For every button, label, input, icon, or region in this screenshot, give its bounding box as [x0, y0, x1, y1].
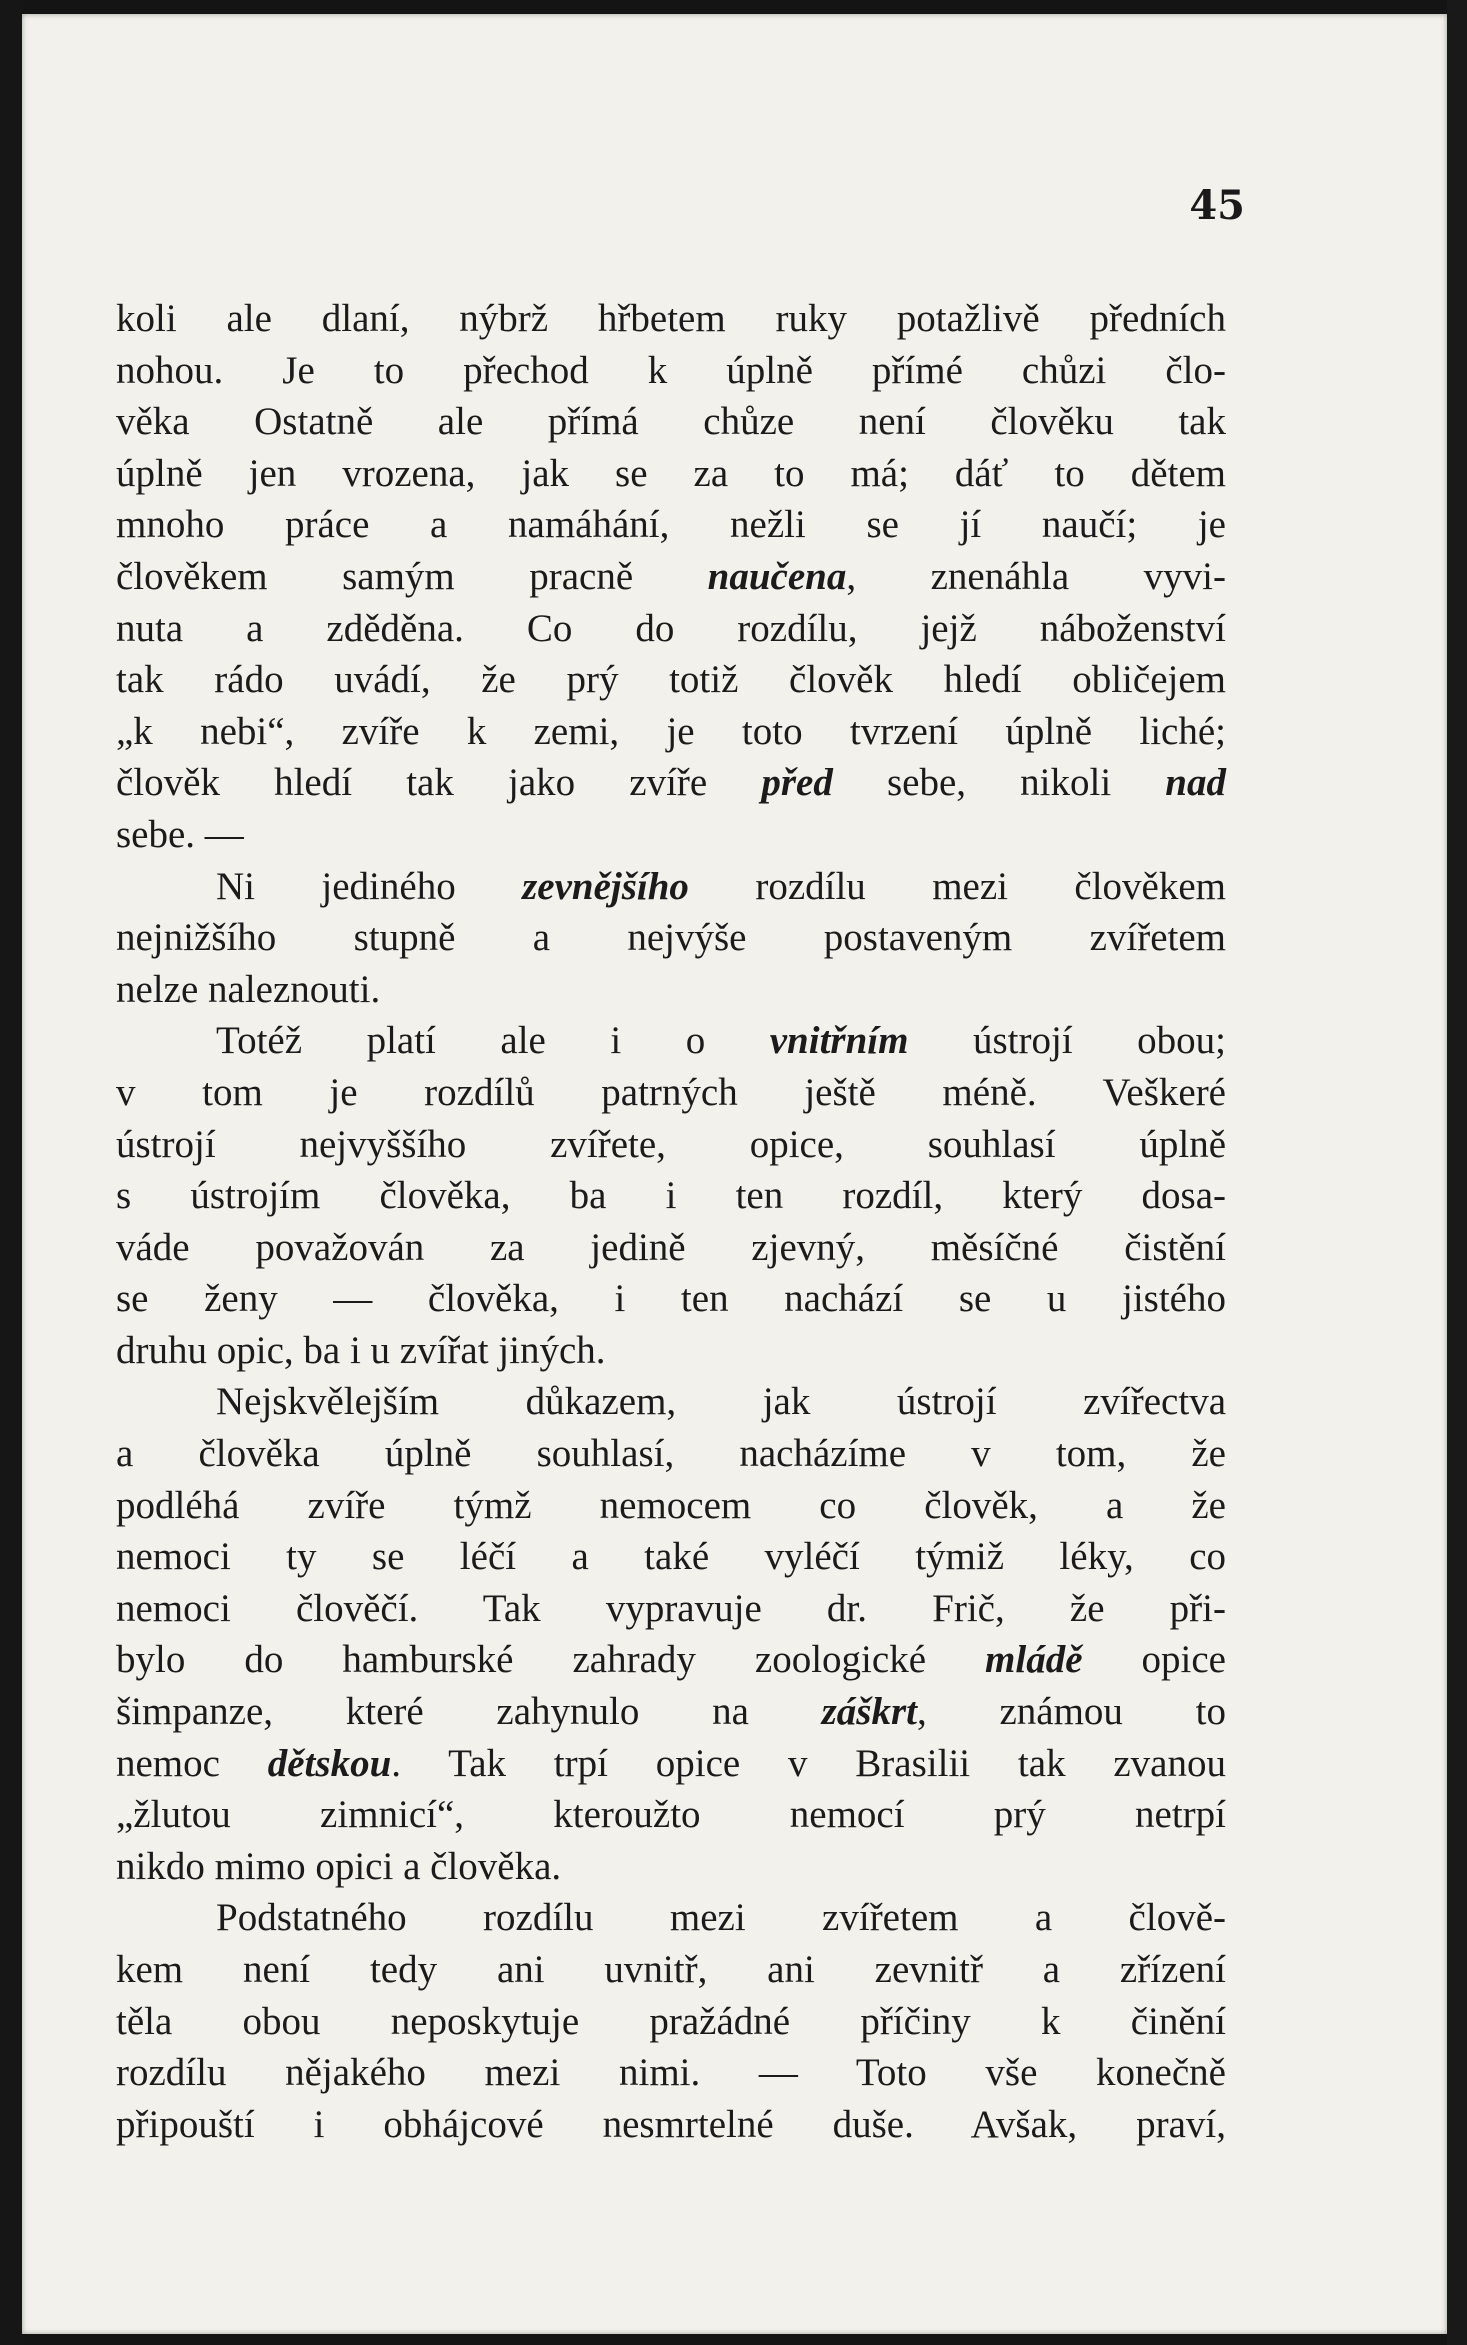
scan-left-border [0, 0, 22, 2345]
text-line: nelze naleznouti. [116, 967, 381, 1011]
emphasized-text: naučena [707, 554, 847, 598]
text-line [116, 551, 1226, 603]
emphasized-text: před [761, 761, 833, 805]
text-segment: opice [1082, 1638, 1226, 1682]
text-line [116, 1686, 1226, 1738]
text-line: tak rádo uvádí, že prý totiž člověk hledí obličejem [116, 658, 1226, 702]
text-line: „k nebi“, zvíře k zemi, je toto tvrzení úplně liché; [116, 709, 1226, 753]
text-segment: Totéž platí ale i o [216, 1019, 770, 1063]
text-segment: sebe, nikoli [832, 761, 1166, 805]
page-number: 45 [1189, 182, 1245, 229]
text-line [116, 1738, 1226, 1790]
emphasized-text: dětskou [267, 1741, 392, 1785]
text-line [116, 757, 1226, 809]
text-line: úplně jen vrozena, jak se za to má; dáť to dětem [116, 451, 1226, 495]
text-line: připouští i obhájcové nesmrtelné duše. Avšak, praví, [116, 2102, 1226, 2146]
text-line: nemoci ty se léčí a také vyléčí týmiž léky, co [116, 1535, 1226, 1579]
text-line [116, 1634, 1226, 1686]
text-line: nuta a zděděna. Co do rozdílu, jejž náboženství [116, 606, 1226, 650]
text-line: nikdo mimo opici a člověka. [116, 1844, 562, 1888]
text-line: „žlutou zimnicí“, kteroužto nemocí prý netrpí [116, 1793, 1226, 1837]
text-line: sebe. — [116, 812, 244, 856]
text-segment: člověkem samým pracně [116, 554, 708, 598]
text-segment: nemoc [116, 1741, 268, 1785]
emphasized-text: vnitřním [769, 1019, 909, 1063]
text-line: Podstatného rozdílu mezi zvířetem a člově- [216, 1896, 1226, 1940]
text-line: nohou. Je to přechod k úplně přímé chůzi člo- [116, 348, 1226, 392]
text-line: se ženy — člověka, i ten nachází se u jistého [116, 1277, 1226, 1321]
text-line: těla obou neposkytuje pražádné příčiny k činění [116, 1999, 1226, 2043]
emphasized-text: záškrt [821, 1690, 917, 1734]
emphasized-text: nad [1165, 761, 1226, 805]
text-segment: ústrojí obou; [908, 1019, 1226, 1063]
text-line: druhu opic, ba i u zvířat jiných. [116, 1328, 606, 1372]
text-line: Nejskvělejším důkazem, jak ústrojí zvířectva [216, 1380, 1226, 1424]
text-line: koli ale dlaní, nýbrž hřbetem ruky potažlivě předních [116, 297, 1226, 340]
text-line: váde považován za jedině zjevný, měsíčné čistění [116, 1225, 1226, 1269]
text-segment: , znenáhla vyvi- [846, 554, 1226, 598]
text-segment: člověk hledí tak jako zvíře [116, 761, 762, 805]
text-line: ústrojí nejvyššího zvířete, opice, souhlasí úplně [116, 1122, 1226, 1166]
emphasized-text: zevnějšího [522, 864, 689, 908]
text-line: v tom je rozdílů patrných ještě méně. Veškeré [116, 1070, 1226, 1114]
text-line: kem není tedy ani uvnitř, ani zevnitř a zřízení [116, 1948, 1226, 1991]
emphasized-text: mládě [985, 1638, 1083, 1682]
text-segment: Ni jediného [216, 864, 523, 908]
text-segment: šimpanze, které zahynulo na [116, 1690, 822, 1734]
text-line: nemoci člověčí. Tak vypravuje dr. Frič, že při- [116, 1586, 1226, 1630]
text-segment: rozdílu mezi člověkem [688, 864, 1226, 908]
text-segment: . Tak trpí opice v Brasilii tak zvanou [391, 1741, 1226, 1785]
body-text [116, 293, 1226, 2150]
text-segment: , známou to [917, 1690, 1226, 1734]
text-line: mnoho práce a namáhání, nežli se jí naučí; je [116, 503, 1226, 547]
text-line: nejnižšího stupně a nejvýše postaveným zvířetem [116, 916, 1226, 960]
text-line: podléhá zvíře týmž nemocem co člověk, a že [116, 1483, 1226, 1527]
text-line [116, 861, 1226, 913]
text-line: a člověka úplně souhlasí, nacházíme v tom, že [116, 1432, 1226, 1476]
text-line: s ústrojím člověka, ba i ten rozdíl, který dosa- [116, 1174, 1226, 1218]
text-line: rozdílu nějakého mezi nimi. — Toto vše konečně [116, 2051, 1226, 2095]
text-line: věka Ostatně ale přímá chůze není člověku tak [116, 400, 1226, 444]
text-segment: bylo do hamburské zahrady zoologické [116, 1638, 986, 1682]
text-line [116, 1015, 1226, 1067]
scan-right-border [1447, 0, 1467, 2345]
